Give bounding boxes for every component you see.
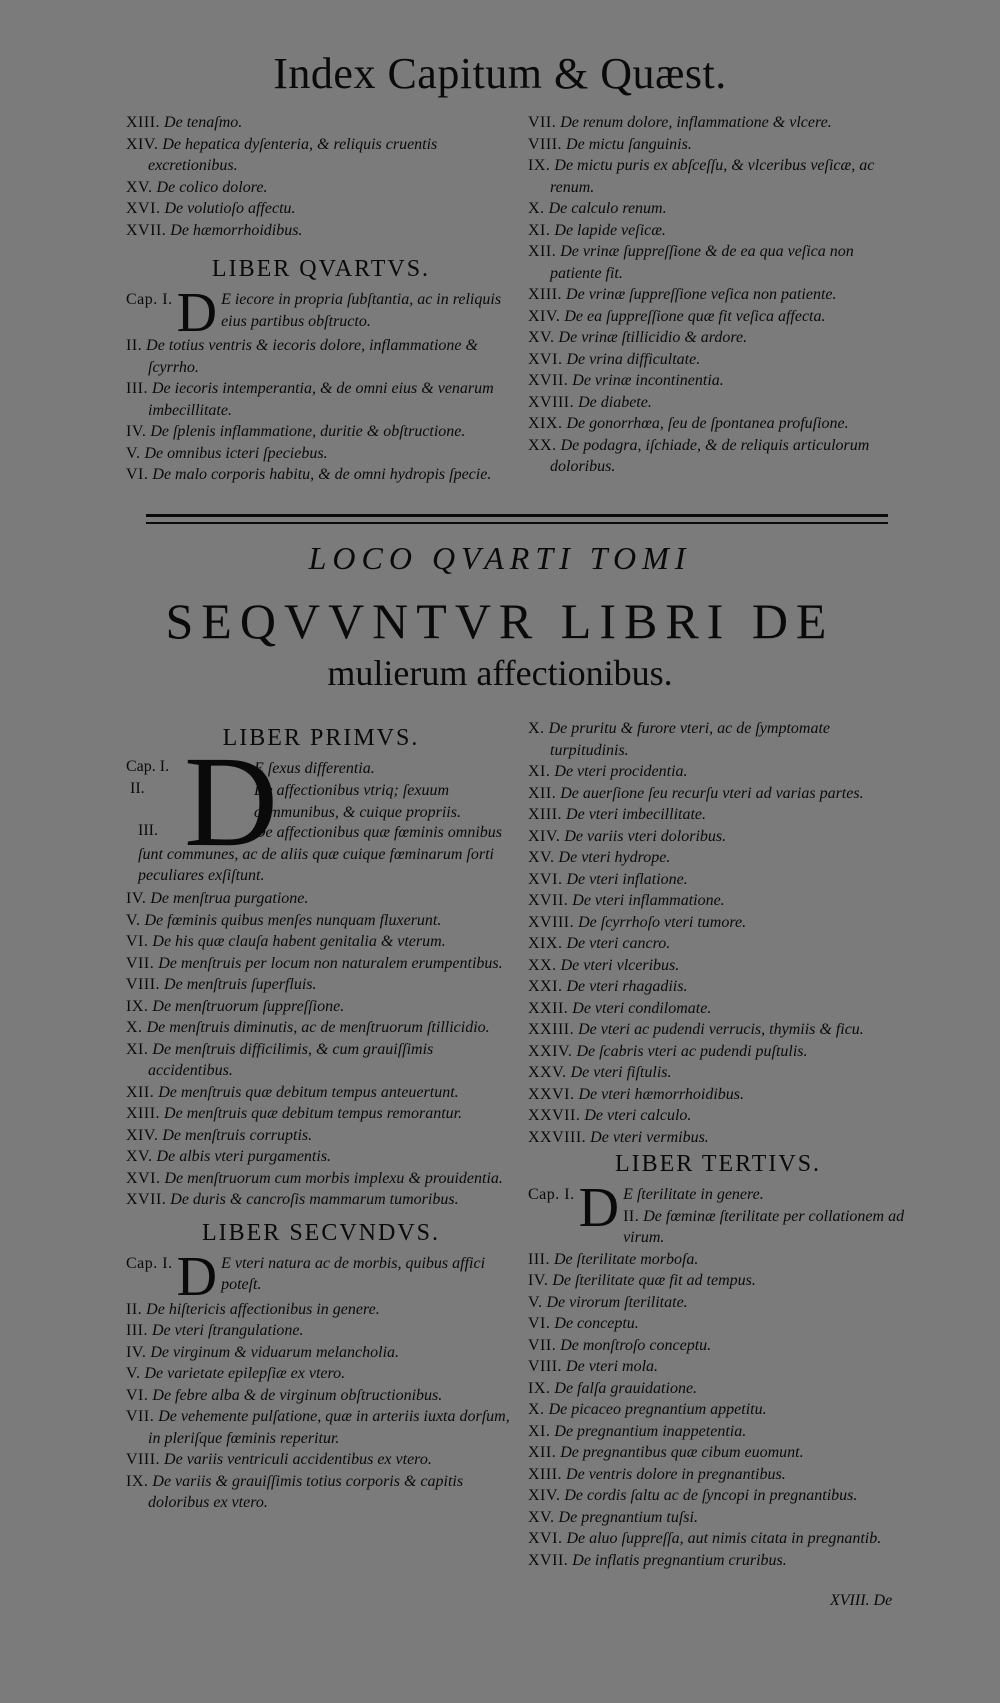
list-item [126,378,516,421]
entry-number: XVIII. [528,393,575,411]
entry-number: VIII. [126,1451,161,1468]
list-item [528,413,908,435]
list-item [126,1125,516,1147]
entry-text: De ſcabris vteri ac pudendi puſtulis. [576,1042,808,1060]
entry-text: De totius ventris & iecoris dolore, inflammatione & ſcyrrho. [146,337,478,376]
entry-list [126,888,516,1211]
entry-text: De ea ſuppreſſione quæ fit veſica affecta. [564,307,826,325]
entry-number: XIII. [528,806,563,823]
entry-number: VII. [528,1336,557,1354]
list-item [528,912,908,934]
list-item [126,1342,516,1364]
list-item [528,1335,908,1357]
entry-number: III. [126,380,148,397]
list-item [528,284,908,306]
book-heading: LIBER TERTIVS. [614,1151,822,1177]
entry-number: XX. [528,436,557,454]
entry-text: E iecore in propria ſubſtantia, ac in reliquis eius partibus obſtructo. [221,291,502,330]
entry-text: De fœminis quibus menſes nunquam fluxerunt. [144,911,442,929]
list-item [126,1082,516,1104]
entry-number: XIV. [126,1126,159,1144]
entry-text: De menſtruis diminutis, ac de menſtruorum ſtillicidio. [146,1019,490,1036]
top-left-column [126,112,516,486]
book-heading: LIBER PRIMVS. [222,725,420,751]
entry-number: XIII. [126,1105,161,1122]
entry-text: De hæmorrhoidibus. [170,221,303,239]
entry-number: XVI. [528,1530,563,1547]
entry-text: De menſtruis ſuperfluis. [164,976,317,993]
entry-number: XV. [126,178,153,196]
entry-text: De ſterilitate quæ fit ad tempus. [552,1272,756,1289]
list-item [528,1464,908,1486]
banner-line-1: LOCO QVARTI TOMI [308,540,692,576]
list-item [528,1485,908,1507]
list-item [528,1127,908,1149]
entry-text: De virginum & viduarum melancholia. [150,1343,400,1361]
entry-text: De variis vteri doloribus. [564,827,727,845]
entry-text: De gonorrhœa, ſeu de ſpontanea profuſione. [566,415,849,432]
list-item [528,198,908,220]
list-item [528,783,908,805]
entry-text: De vteri cancro. [566,935,671,952]
entry-number: XIV. [528,1487,561,1504]
list-item [528,869,908,891]
cap-label: Cap. I. [528,1186,575,1203]
entry-number: XII. [528,1444,557,1461]
entry-text: De vehemente pulſatione, quæ in arteriis iuxta dorſum, in pleriſque fœminis reperitur. [148,1408,510,1447]
entry-number: V. [126,911,141,929]
entry-text: De affectionibus vtriq; ſexuum communibus, & cuique propriis. [254,782,461,821]
entry-number: IX. [528,1379,551,1397]
list-item [528,718,908,761]
entry-number: X. [528,200,545,217]
list-item [528,435,908,478]
list-item [528,1292,908,1314]
list-item [528,1399,908,1421]
list-item [528,1249,908,1271]
entry-number: XVII. [126,221,167,239]
entry-text: De variis ventriculi accidentibus ex vtero. [164,1451,432,1468]
bottom-right-column [528,718,908,1571]
entry-text: De mictu ſanguinis. [566,135,692,153]
entry-text: De menſtrua purgatione. [150,890,309,907]
entry-number: X. [528,720,545,737]
entry-text: De inflatis pregnantium cruribus. [572,1551,787,1569]
entry-number: XVII. [528,892,569,909]
entry-number: VI. [126,933,149,950]
entry-number: XXV. [528,1064,567,1081]
list-item [126,177,516,199]
list-item [528,112,908,134]
cap-label: II. [623,1207,640,1225]
entry-number: V. [126,1365,141,1382]
entry-list [528,1249,908,1572]
entry-number: X. [528,1401,545,1418]
entry-number: XXI. [528,978,563,995]
entry-text: De hepatica dyſenteria, & reliquis cruentis excretionibus. [148,135,438,174]
bottom-left-column [126,716,516,1514]
entry-text: De menſtruis quæ debitum tempus anteuertunt. [158,1083,459,1101]
entry-number: XXVII. [528,1107,581,1124]
entry-text: De ſcyrrhoſo vteri tumore. [578,913,747,931]
list-item [126,1363,516,1385]
entry-number: X. [126,1019,143,1036]
entry-text: De vteri ac pudendi verrucis, thymiis & ficu. [578,1021,864,1038]
entry-text: De variis & grauiſſimis totius corporis & capitis doloribus ex vtero. [148,1472,464,1511]
list-item [528,1378,908,1400]
list-item [126,220,516,242]
list-item [528,1313,908,1335]
list-item [528,1019,908,1041]
list-item [126,464,516,486]
catchword: XVIII. De [830,1592,893,1609]
divider-rule [146,522,888,524]
entry-number: XI. [528,1422,551,1440]
entry-text: De mictu puris ex abſceſſu, & vlceribus veſicæ, ac renum. [550,157,875,196]
entry-list [528,718,908,1148]
list-item [528,220,908,242]
list-item [528,890,908,912]
entry-number: XIV. [528,827,561,845]
list-item [126,443,516,465]
entry-text: De menſtruorum cum morbis implexu & prouidentia. [164,1169,503,1187]
entry-text: De varietate epilepſiæ ex vtero. [144,1365,346,1382]
entry-text: De colico dolore. [156,178,268,196]
entry-text: De hiſtericis affectionibus in genere. [146,1300,380,1318]
entry-text: De menſtruis per locum non naturalem erumpentibus. [158,954,503,972]
list-item [528,349,908,371]
list-item [126,1146,516,1168]
entry-number: XVII. [528,1551,569,1569]
entry-text: De vrinæ ſuppreſſione & de ea qua veſica non patiente fit. [550,243,854,282]
entry-text: De vteri vlceribus. [560,956,680,974]
entry-number: XIX. [528,415,563,432]
entry-text: De calculo renum. [548,200,667,217]
entry-text: De cordis ſaltu ac de ſyncopi in pregnantibus. [564,1487,858,1504]
divider-rule [146,514,888,517]
list-item [528,1105,908,1127]
entry-text: De vteri hæmorrhoidibus. [578,1085,744,1103]
list-item [528,933,908,955]
entry-text: De tenaſmo. [164,114,243,131]
list-item [528,306,908,328]
entry-text: De vteri fiſtulis. [570,1064,672,1081]
entry-text: De auerſione ſeu recurſu vteri ad varias partes. [560,784,864,802]
entry-number: IV. [126,423,147,440]
entry-list [126,112,516,241]
entry-number: IV. [528,1272,549,1289]
entry-text: De vteri vermibus. [590,1128,709,1146]
drop-cap: D [176,1245,218,1308]
entry-text: De albis vteri purgamentis. [156,1148,332,1165]
entry-text: De pruritu & furore vteri, ac de ſymptomate turpitudinis. [548,720,830,759]
entry-text: De iecoris intemperantia, & de omni eius & venarum imbecillitate. [148,380,494,419]
entry-number: XII. [528,243,557,260]
entry-text: De fœminæ ſterilitate per collationem ad virum. [623,1207,905,1246]
entry-number: XVI. [528,870,563,888]
entry-number: V. [126,444,141,462]
entry-text: De pregnantibus quæ cibum euomunt. [560,1444,804,1461]
entry-number: XIII. [126,114,161,131]
top-right-column [528,112,908,478]
list-item [126,421,516,443]
list-item [126,953,516,975]
entry-text: De volutioſo affectu. [164,200,296,217]
list-item [126,1471,516,1514]
entry-text: De febre alba & de virginum obſtructionibus. [152,1386,443,1404]
list-item [528,241,908,284]
list-item [126,974,516,996]
entry-number: VIII. [528,1358,563,1375]
list-item [528,370,908,392]
entry-number: XVI. [126,200,161,217]
entry-number: XIII. [528,1465,563,1483]
list-item [528,761,908,783]
list-item [126,198,516,220]
list-item [528,1528,908,1550]
list-item [126,910,516,932]
list-item [528,804,908,826]
entry-text: De vteri calculo. [584,1107,692,1124]
entry-text: De vrinæ ſuppreſſione veſica non patiente. [566,286,837,303]
entry-number: XXII. [528,999,569,1017]
drop-cap: D [578,1177,620,1239]
list-item [126,1017,516,1039]
entry-text: De podagra, iſchiade, & de reliquis articulorum doloribus. [550,436,870,475]
list-item [528,1041,908,1063]
entry-text: De ventris dolore in pregnantibus. [566,1465,786,1483]
entry-text: De duris & cancroſis mammarum tumoribus. [170,1191,459,1208]
list-item [528,1421,908,1443]
entry-text: De lapide veſicæ. [554,221,666,239]
book-heading: LIBER QVARTVS. [211,256,431,282]
entry-text: De pregnantium tuſsi. [558,1508,698,1526]
entry-text: De vteri condilomate. [572,999,712,1017]
entry-text: De ſplenis inflammatione, duritie & obſtructione. [150,423,466,440]
entry-number: VI. [528,1315,551,1332]
entry-number: VI. [126,1386,149,1404]
list-item [528,1270,908,1292]
entry-text: De vteri inflatione. [566,870,688,888]
entry-number: XI. [528,763,551,780]
entry-text: De vteri hydrope. [558,849,671,866]
entry-text: De his quæ clauſa habent genitalia & vterum. [152,933,446,950]
entry-number: IX. [528,157,551,174]
entry-number: II. [126,1300,143,1318]
entry-number: IV. [126,890,147,907]
entry-text: De menſtruis difficilimis, & cum grauiſſimis accidentibus. [148,1040,434,1079]
entry-number: XI. [126,1040,149,1058]
entry-text: E ſterilitate in genere. [623,1186,764,1203]
entry-text: De picaceo pregnantium appetitu. [548,1401,767,1418]
list-item [528,998,908,1020]
list-item [126,134,516,177]
list-item [528,1177,908,1249]
entry-text: De vteri procidentia. [554,763,688,780]
entry-number: IV. [126,1343,147,1361]
entry-text: De virorum ſterilitate. [546,1293,688,1311]
entry-number: XV. [528,1508,555,1526]
list-item [126,996,516,1018]
entry-text: De vteri imbecillitate. [566,806,706,823]
entry-number: XIII. [528,286,563,303]
entry-number: VIII. [528,135,563,153]
list-item [528,976,908,998]
entry-text: De pregnantium inappetentia. [554,1422,747,1440]
entry-text: De vteri ſtrangulatione. [151,1322,304,1339]
list-item [126,1385,516,1407]
entry-number: XXIII. [528,1021,575,1038]
entry-text: De malo corporis habitu, & de omni hydropis ſpecie. [152,466,492,483]
list-item [126,1245,516,1308]
entry-number: II. [126,337,143,354]
list-item [528,155,908,198]
banner-line-2: SEQVVNTVR LIBRI DE [165,593,835,649]
entry-number: IX. [126,997,149,1015]
entry-number: XVI. [528,350,563,368]
entry-number: IX. [126,1472,149,1490]
entry-text: De falſa grauidatione. [554,1379,698,1397]
page-title: Index Capitum & Quæst. [273,49,727,98]
entry-number: XVII. [126,1191,167,1208]
entry-number: XII. [126,1083,155,1101]
cap-label: Cap. I. [126,291,173,308]
list-item [126,1449,516,1471]
list-item [528,955,908,977]
cap-label: III. [138,822,158,839]
list-item [528,327,908,349]
entry-text: De aluo ſuppreſſa, aut nimis citata in pregnantib. [566,1530,882,1547]
entry-number: VIII. [126,976,161,993]
entry-number: XIV. [528,307,561,325]
entry-number: XIX. [528,935,563,952]
entry-number: XV. [126,1148,153,1165]
entry-text: De conceptu. [554,1315,639,1332]
entry-text: E ſexus differentia. [254,760,375,777]
list-item [126,1039,516,1082]
entry-number: V. [528,1293,543,1311]
list-item [126,1406,516,1449]
entry-text: De vteri mola. [566,1358,659,1375]
entry-text: De renum dolore, inflammatione & vlcere. [560,114,832,131]
drop-cap: D [184,730,278,874]
entry-number: XVIII. [528,913,575,931]
cap-label: Cap. I. [126,1254,173,1272]
book-heading: LIBER SECVNDVS. [201,1219,441,1246]
entry-number: XXVIII. [528,1128,587,1146]
entry-text: De vrinæ ſtillicidio & ardore. [558,329,748,346]
cap-label: II. [130,780,145,797]
list-item [528,1550,908,1572]
list-item [528,392,908,414]
entry-text: De vteri inflammatione. [572,892,725,909]
entry-number: XXIV. [528,1042,573,1060]
entry-text: De vrinæ incontinentia. [572,372,724,389]
list-item [126,1103,516,1125]
entry-text: De diabete. [578,393,652,411]
list-item [126,931,516,953]
entry-text: De monſtroſo conceptu. [560,1336,712,1354]
entry-number: XV. [528,329,555,346]
entry-number: XIV. [126,135,159,153]
entry-list [528,112,908,478]
list-item [126,282,516,344]
list-item [528,1442,908,1464]
entry-text: De menſtruis corruptis. [162,1126,313,1144]
entry-number: XII. [528,784,557,802]
entry-number: XVI. [126,1169,161,1187]
entry-text: De menſtruis quæ debitum tempus remorantur. [164,1105,463,1122]
entry-text: De ſterilitate morboſa. [553,1250,699,1268]
list-item [528,1507,908,1529]
list-item [528,1084,908,1106]
entry-number: VII. [126,1408,155,1425]
list-item [126,888,516,910]
entry-list [126,1299,516,1514]
entry-text: De vteri rhagadiis. [566,978,688,995]
entry-number: XX. [528,956,557,974]
entry-number: XI. [528,221,551,239]
list-item [126,112,516,134]
list-item [528,134,908,156]
entry-text: De affectionibus quæ fœminis omnibus ſunt communes, ac de aliis quæ cuique fœminarum ſorti peculiares exſiſtunt. [138,824,502,884]
list-item [528,826,908,848]
entry-number: III. [126,1322,148,1339]
entry-text: De vrina difficultate. [566,350,701,368]
drop-cap: D [176,282,218,344]
entry-number: XXVI. [528,1085,575,1103]
entry-number: XV. [528,849,555,866]
list-item [528,1062,908,1084]
entry-text: E vteri natura ac de morbis, quibus affici poteſt. [221,1254,486,1293]
banner-line-3: mulierum affectionibus. [327,653,673,693]
list-item [528,847,908,869]
entry-number: XVII. [528,372,569,389]
entry-text: De menſtruorum ſuppreſſione. [152,997,345,1015]
entry-number: VII. [528,114,557,131]
list-item [528,1356,908,1378]
list-item [126,1189,516,1211]
entry-text: De omnibus icteri ſpeciebus. [144,444,328,462]
entry-number: VII. [126,954,155,972]
entry-number: VI. [126,466,149,483]
list-item [126,1168,516,1190]
list-item [126,1320,516,1342]
entry-list [126,335,516,486]
cap-label: Cap. I. [126,758,170,775]
entry-number: III. [528,1250,550,1268]
